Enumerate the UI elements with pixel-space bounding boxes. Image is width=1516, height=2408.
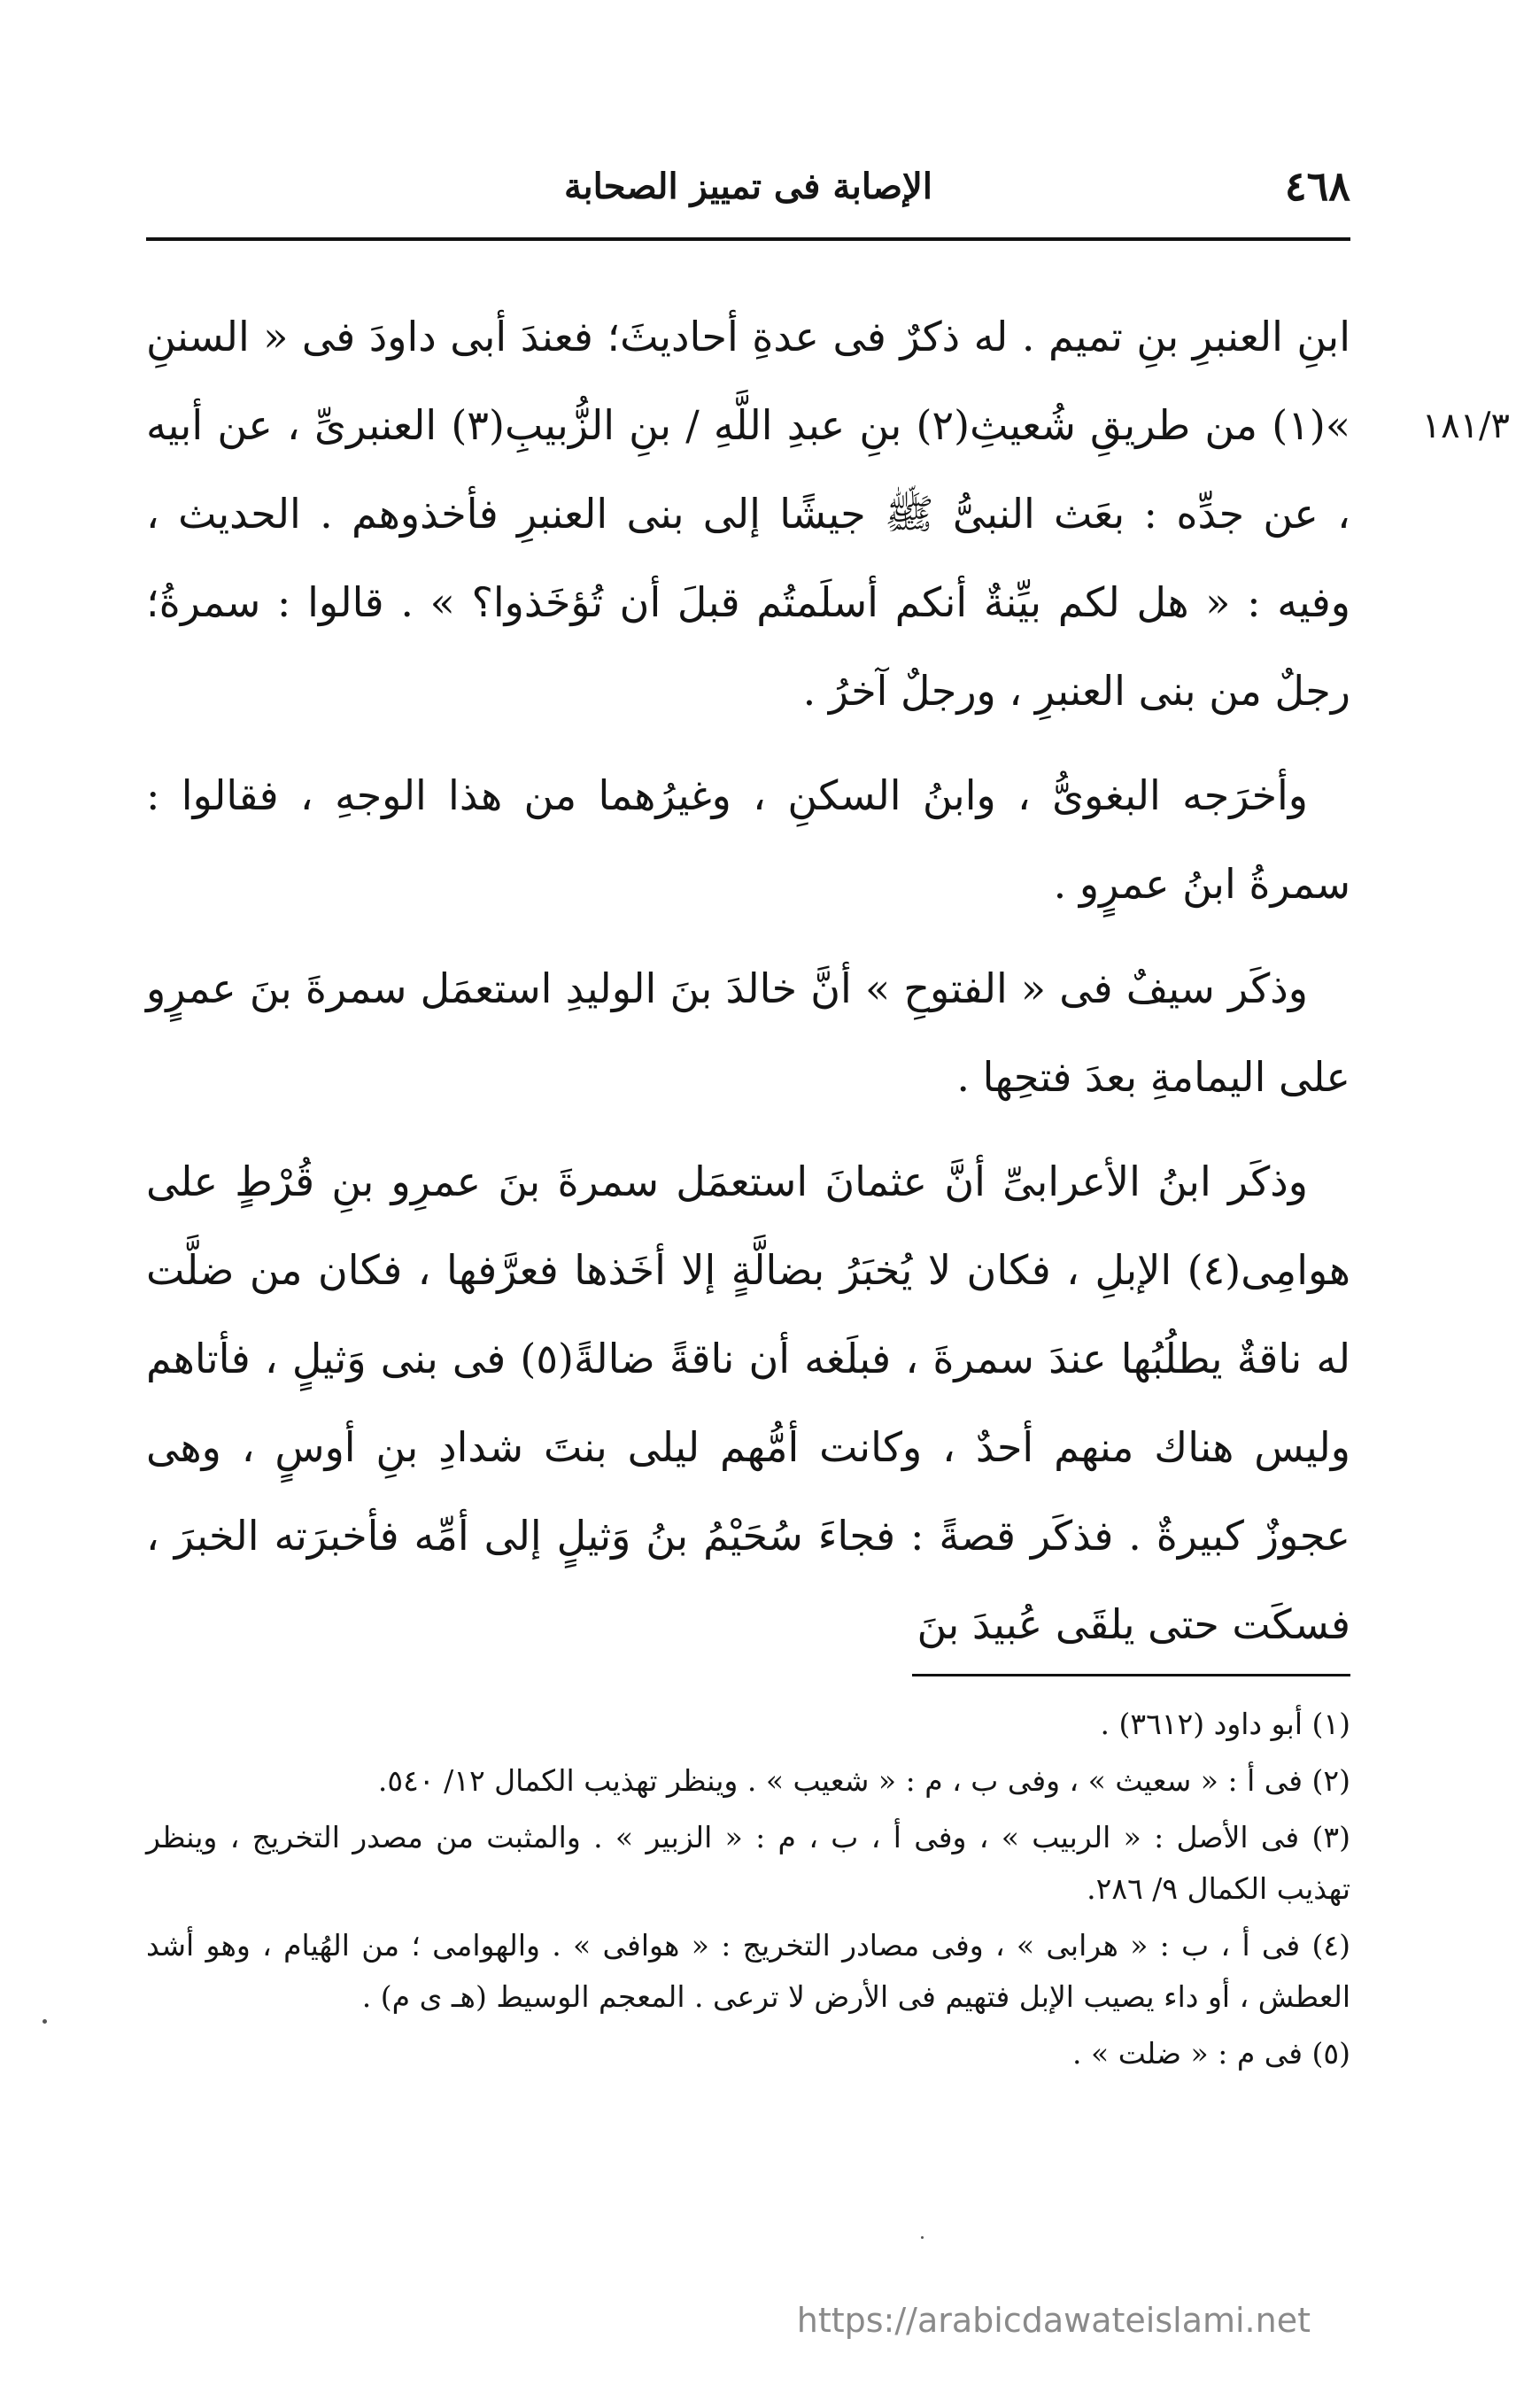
main-text: [146, 292, 1350, 1684]
watermark-url: https://arabicdawateislami.net: [796, 2301, 1311, 2340]
footnote: (٥) فى م : « ضلت » .: [1072, 2036, 1350, 2071]
scan-speck: [43, 2019, 47, 2024]
page-header: [146, 155, 1350, 217]
paragraph: وذكَر ابنُ الأعرابىِّ أنَّ عثمانَ استعمَل سمرةَ بنَ عمرِو بنِ قُرْطٍ على هوامِى(٤) الإبلِ ، فكان لا يُخبَرُ بضالَّةٍ إلا أخَذها فعرَّفها ، فكان من ضلَّت له ناقةٌ يطلُبُها عندَ سمرةَ ، فبلَغه أن ناقةً ضالةً(٥) فى بنى وَثيلٍ ، فأتاهم وليس هناك منهم أحدٌ ، وكانت أمُّهم ليلى بنتَ شدادِ بنِ أوسٍ ، وهى عجوزٌ كبيرةٌ . فذكَر قصةً : فجاءَ سُحَيْمُ بنُ وَثيلٍ إلى أمِّه فأخبرَته الخبرَ ، فسكَت حتى يلقَى عُبيدَ بنَ: [146, 1158, 1351, 1648]
paragraph: وذكَر سيفٌ فى « الفتوحِ » أنَّ خالدَ بنَ الوليدِ استعمَل سمرةَ بنَ عمرٍو على اليمامةِ بعدَ فتحِها .: [146, 964, 1350, 1101]
scan-speck: [921, 2236, 924, 2239]
running-title: الإصابة فى تمييز الصحابة: [564, 166, 932, 207]
footnote: (٢) فى أ : « سعيث » ، وفى ب ، م : « شعيب » . وينظر تهذيب الكمال ١٢/ ٥٤٠.: [377, 1763, 1350, 1798]
footnotes: [146, 1699, 1350, 2085]
paragraph: وأخرَجه البغوىُّ ، وابنُ السكنِ ، وغيرُهما من هذا الوجهِ ، فقالوا : سمرةُ ابنُ عمرٍو .: [146, 771, 1350, 908]
footnote: (٤) فى أ ، ب : « هرابى » ، وفى مصادر التخريج : « هوافى » . والهوامى ؛ من الهُيام ، وهو أشد العطش ، أو داء يصيب الإبل فتهيم فى الأرض لا ترعى . المعجم الوسيط (هـ ى م) .: [146, 1928, 1350, 2014]
footnote: (٣) فى الأصل : « الربيب » ، وفى أ ، ب ، م : « الزبير » . والمثبت من مصدر التخريج ، وينظر تهذيب الكمال ٩/ ٢٨٦.: [146, 1820, 1350, 1906]
page-number: ٤٦٨: [1284, 162, 1350, 210]
footnote: (١) أبو داود (٣٦١٢) .: [1100, 1707, 1350, 1741]
header-rule: [146, 237, 1350, 241]
paragraph: ابنِ العنبرِ بنِ تميم . له ذكرٌ فى عدةِ أحاديثَ؛ فعندَ أبى داودَ فى « السننِ »(١) من طريقِ شُعيثِ(٢) بنِ عبدِ اللَّهِ / بنِ الزُّبيبِ(٣) العنبرىِّ ، عن أبيه ، عن جدِّه : بعَث النبىُّ ﷺ جيشًا إلى بنى العنبرِ فأخذوهم . الحديث ، وفيه : « هل لكم بيِّنةٌ أنكم أسلَمتُم قبلَ أن تُؤخَذوا؟ » . قالوا : سمرةُ؛ رجلٌ من بنى العنبرِ ، ورجلٌ آخرُ .: [146, 313, 1351, 715]
footnote-separator: [912, 1674, 1350, 1676]
margin-reference: ١٨١/٣: [1421, 406, 1510, 446]
